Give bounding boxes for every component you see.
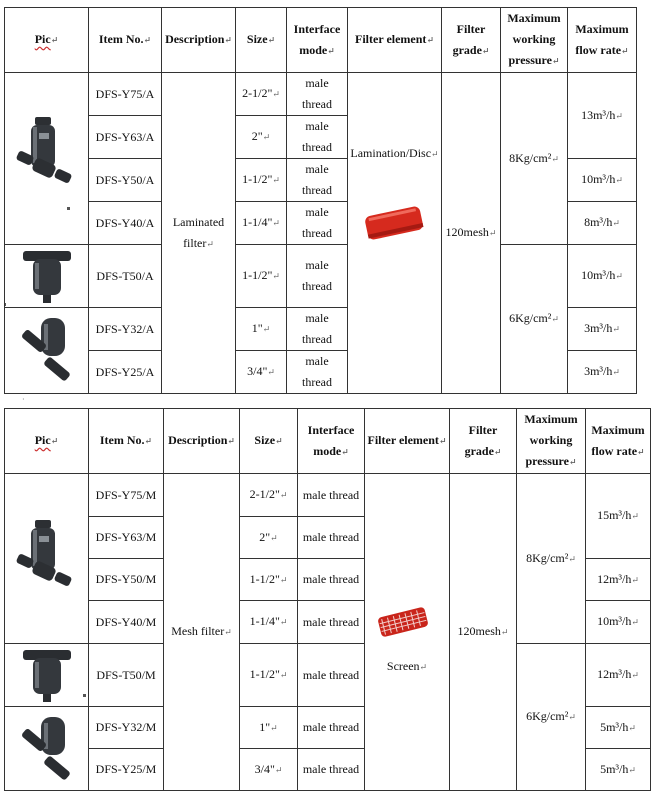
pic-cell <box>5 474 89 644</box>
size-cell: 1-1/4"↵ <box>240 601 298 644</box>
cell-mark <box>5 303 7 306</box>
interface-cell: male thread <box>298 474 365 517</box>
size-cell: 1-1/4"↵ <box>236 202 287 245</box>
item-no: DFS-T50/A <box>89 245 162 308</box>
item-no: DFS-Y63/M <box>89 517 164 559</box>
header-interface-mode: Interface mode↵ <box>298 409 365 474</box>
flow-cell: 3m³/h↵ <box>568 351 637 394</box>
size-cell: 2-1/2"↵ <box>236 73 287 116</box>
pic-cell <box>5 308 89 394</box>
pic-cell <box>5 73 89 245</box>
pressure-cell: 6Kg/cm²↵ <box>517 644 586 791</box>
flow-cell: 3m³/h↵ <box>568 308 637 351</box>
interface-cell: male thread <box>287 351 348 394</box>
table-row <box>5 245 637 308</box>
flow-cell: 12m³/h↵ <box>586 559 651 601</box>
size-cell: 3/4"↵ <box>240 749 298 791</box>
header-row <box>5 409 651 474</box>
interface-cell: male thread <box>298 559 365 601</box>
element-label: Screen↵ <box>386 659 428 673</box>
size-cell: 1"↵ <box>240 707 298 749</box>
size-cell: 1-1/2"↵ <box>236 159 287 202</box>
description-cell: Mesh filter↵ <box>164 474 240 791</box>
flow-cell: 13m³/h↵ <box>568 73 637 159</box>
paragraph-mark: · <box>22 395 25 404</box>
table-row <box>5 644 651 707</box>
item-no: DFS-Y32/A <box>89 308 162 351</box>
header-filter-element: Filter element↵ <box>348 8 442 73</box>
element-cell <box>365 474 450 791</box>
item-no: DFS-Y75/A <box>89 73 162 116</box>
interface-cell: male thread <box>298 707 365 749</box>
header-max-pressure: Maximum working pressure↵ <box>517 409 586 474</box>
size-cell: 2"↵ <box>236 116 287 159</box>
description-cell: Laminated filter↵ <box>162 73 236 394</box>
size-cell: 1"↵ <box>236 308 287 351</box>
item-no: DFS-T50/M <box>89 644 164 707</box>
size-cell: 3/4"↵ <box>236 351 287 394</box>
header-item-no: Item No.↵ <box>89 8 162 73</box>
interface-cell: male thread <box>287 245 348 308</box>
item-no: DFS-Y25/A <box>89 351 162 394</box>
header-max-flow: Maximum flow rate↵ <box>586 409 651 474</box>
interface-cell: male thread <box>287 73 348 116</box>
table-row <box>5 474 651 517</box>
flow-cell: 10m³/h↵ <box>586 601 651 644</box>
pic-cell <box>5 707 89 791</box>
flow-cell: 5m³/h↵ <box>586 707 651 749</box>
disc-cartridge-image <box>362 203 426 243</box>
item-no: DFS-Y75/M <box>89 474 164 517</box>
header-pic: Pic↵ <box>5 8 89 73</box>
table-row <box>5 73 637 116</box>
header-size: Size↵ <box>240 409 298 474</box>
pic-cell <box>5 644 89 707</box>
header-max-flow: Maximum flow rate↵ <box>568 8 637 73</box>
pic-cell <box>5 245 89 308</box>
item-no: DFS-Y40/A <box>89 202 162 245</box>
interface-cell: male thread <box>298 749 365 791</box>
interface-cell: male thread <box>287 308 348 351</box>
filter-table-lamination <box>4 7 637 394</box>
flow-cell: 10m³/h↵ <box>568 245 637 308</box>
y-filter-image <box>15 516 75 601</box>
small-y-filter-image <box>19 713 77 789</box>
flow-cell: 8m³/h↵ <box>568 202 637 245</box>
header-size: Size↵ <box>236 8 287 73</box>
y-filter-image <box>15 113 75 198</box>
pressure-cell: 8Kg/cm²↵ <box>501 73 568 245</box>
item-no: DFS-Y50/A <box>89 159 162 202</box>
header-max-pressure: Maximum working pressure↵ <box>501 8 568 73</box>
header-description: Description↵ <box>162 8 236 73</box>
item-no: DFS-Y50/M <box>89 559 164 601</box>
header-pic: Pic↵ <box>5 409 89 474</box>
size-cell: 2-1/2"↵ <box>240 474 298 517</box>
header-item-no: Item No.↵ <box>89 409 164 474</box>
element-cell <box>348 73 442 394</box>
cell-mark <box>67 207 70 210</box>
size-cell: 2"↵ <box>240 517 298 559</box>
cell-mark <box>83 694 86 697</box>
header-interface-mode: Interface mode↵ <box>287 8 348 73</box>
interface-cell: male thread <box>287 159 348 202</box>
grade-cell: 120mesh↵ <box>450 474 517 791</box>
header-filter-grade: Filter grade↵ <box>450 409 517 474</box>
flow-cell: 5m³/h↵ <box>586 749 651 791</box>
header-filter-grade: Filter grade↵ <box>442 8 501 73</box>
flow-cell: 10m³/h↵ <box>568 159 637 202</box>
size-cell: 1-1/2"↵ <box>240 644 298 707</box>
interface-cell: male thread <box>298 517 365 559</box>
t-filter-image <box>21 648 73 704</box>
header-row <box>5 8 637 73</box>
filter-table-mesh <box>4 408 651 791</box>
size-cell: 1-1/2"↵ <box>240 559 298 601</box>
grade-cell: 120mesh↵ <box>442 73 501 394</box>
item-no: DFS-Y25/M <box>89 749 164 791</box>
small-y-filter-image <box>19 314 77 390</box>
item-no: DFS-Y63/A <box>89 116 162 159</box>
interface-cell: male thread <box>298 644 365 707</box>
header-description: Description↵ <box>164 409 240 474</box>
screen-cartridge-image <box>375 604 431 640</box>
interface-cell: male thread <box>298 601 365 644</box>
pressure-cell: 6Kg/cm²↵ <box>501 245 568 394</box>
size-cell: 1-1/2"↵ <box>236 245 287 308</box>
item-no: DFS-Y40/M <box>89 601 164 644</box>
interface-cell: male thread <box>287 202 348 245</box>
element-label: Lamination/Disc↵ <box>350 146 439 160</box>
t-filter-image <box>21 249 73 305</box>
flow-cell: 15m³/h↵ <box>586 474 651 559</box>
item-no: DFS-Y32/M <box>89 707 164 749</box>
interface-cell: male thread <box>287 116 348 159</box>
pressure-cell: 8Kg/cm²↵ <box>517 474 586 644</box>
flow-cell: 12m³/h↵ <box>586 644 651 707</box>
header-filter-element: Filter element↵ <box>365 409 450 474</box>
